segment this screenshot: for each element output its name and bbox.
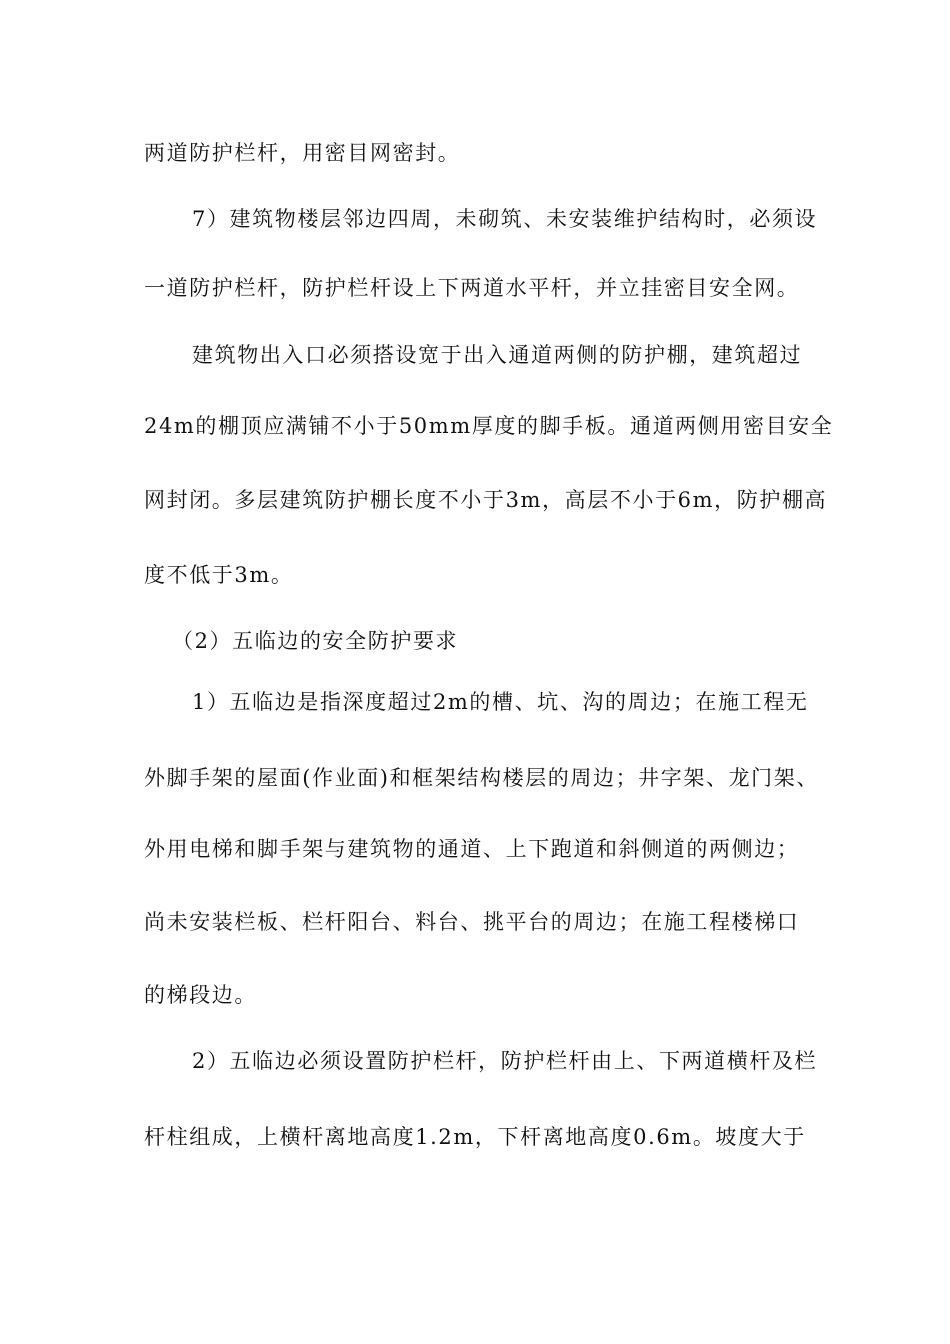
text-line-11: 外用电梯和脚手架与建筑物的通道、上下跑道和斜侧道的两侧边；	[144, 837, 800, 861]
text-line-7: 度不低于3m。	[144, 563, 294, 587]
text-line-6: 网封闭。多层建筑防护棚长度不小于3m，高层不小于6m，防护棚高	[144, 488, 828, 512]
text-line-9: 1）五临边是指深度超过2m的槽、坑、沟的周边；在施工程无	[192, 690, 809, 714]
text-line-1: 两道防护栏杆，用密目网密封。	[144, 141, 461, 165]
text-line-3: 一道防护栏杆，防护栏杆设上下两道水平杆，并立挂密目安全网。	[144, 276, 800, 300]
text-line-14: 2）五临边必须设置防护栏杆，防护栏杆由上、下两道横杆及栏	[192, 1049, 818, 1073]
text-line-15: 杆柱组成，上横杆离地高度1.2m，下杆离地高度0.6m。坡度大于	[144, 1125, 806, 1149]
text-line-10: 外脚手架的屋面(作业面)和框架结构楼层的周边；井字架、龙门架、	[144, 766, 819, 790]
text-line-5: 24m的棚顶应满铺不小于50mm厚度的脚手板。通道两侧用密目安全	[144, 414, 834, 438]
section-heading: （2）五临边的安全防护要求	[172, 629, 459, 653]
text-line-4: 建筑物出入口必须搭设宽于出入通道两侧的防护棚，建筑超过	[192, 343, 803, 367]
text-line-13: 的梯段边。	[144, 983, 257, 1007]
text-line-2: 7）建筑物楼层邻边四周，未砌筑、未安装维护结构时，必须设	[192, 207, 818, 231]
text-line-12: 尚未安装栏板、栏杆阳台、料台、挑平台的周边；在施工程楼梯口	[144, 910, 800, 934]
